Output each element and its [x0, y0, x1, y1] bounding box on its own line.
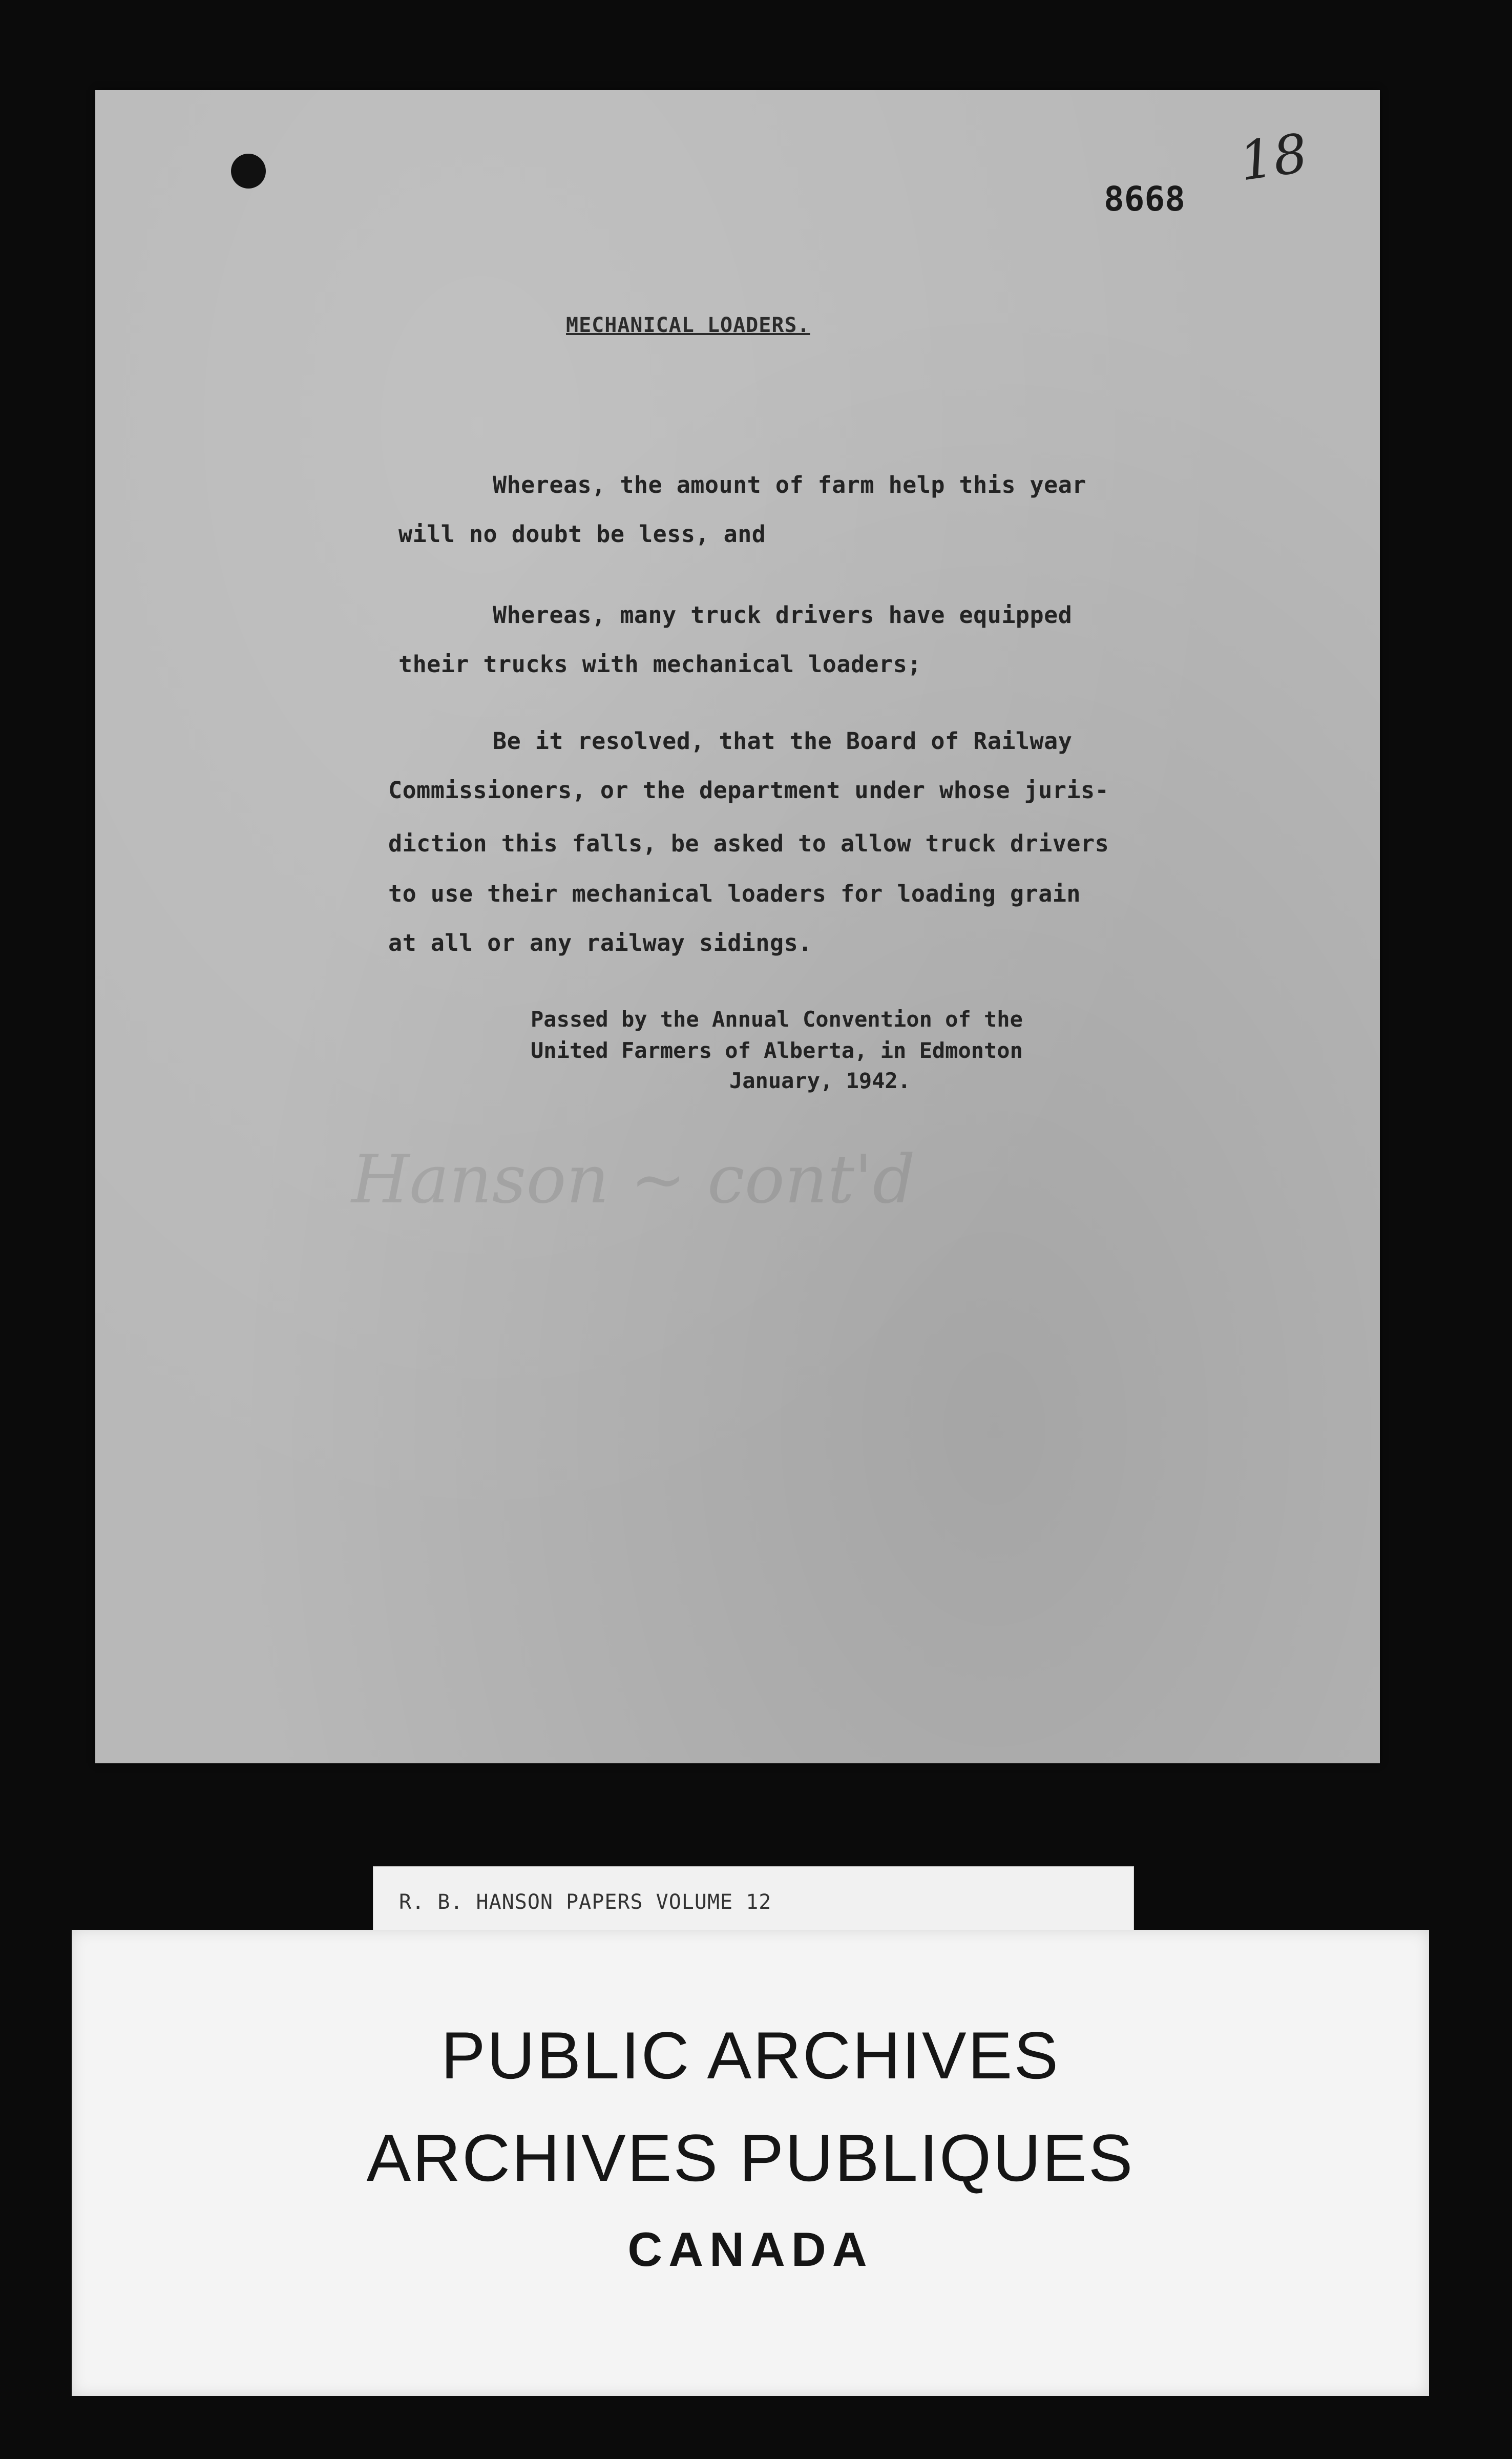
body-line: to use their mechanical loaders for loading grain	[388, 880, 1081, 907]
signature-line: Passed by the Annual Convention of the	[531, 1007, 1023, 1032]
archives-title-english: PUBLIC ARCHIVES	[440, 2018, 1060, 2093]
signature-line: January, 1942.	[729, 1068, 911, 1093]
volume-label: R. B. HANSON PAPERS VOLUME 12	[399, 1890, 772, 1914]
body-line: Whereas, the amount of farm help this year	[493, 471, 1086, 498]
archives-card	[72, 1930, 1429, 2396]
body-line: will no doubt be less, and	[398, 520, 766, 548]
body-line: Whereas, many truck drivers have equipped	[493, 601, 1073, 629]
document-number: 8668	[1104, 179, 1185, 219]
archives-country: CANADA	[627, 2222, 873, 2276]
archives-title-french: ARCHIVES PUBLIQUES	[366, 2120, 1135, 2195]
document-title: MECHANICAL LOADERS.	[566, 314, 810, 337]
body-line: diction this falls, be asked to allow truck drivers	[388, 830, 1109, 857]
volume-label-slip	[373, 1866, 1134, 1931]
bleed-through-handwriting: Hanson ~ cont'd	[351, 1140, 915, 1218]
document-page	[95, 90, 1380, 1763]
body-line: their trucks with mechanical loaders;	[398, 651, 921, 678]
punch-hole	[231, 154, 266, 189]
signature-line: United Farmers of Alberta, in Edmonton	[531, 1038, 1023, 1063]
folio-number: 18	[1235, 121, 1312, 193]
body-line: Commissioners, or the department under whose juris-	[388, 777, 1109, 804]
body-line: at all or any railway sidings.	[388, 929, 812, 956]
body-line: Be it resolved, that the Board of Railway	[493, 727, 1073, 755]
